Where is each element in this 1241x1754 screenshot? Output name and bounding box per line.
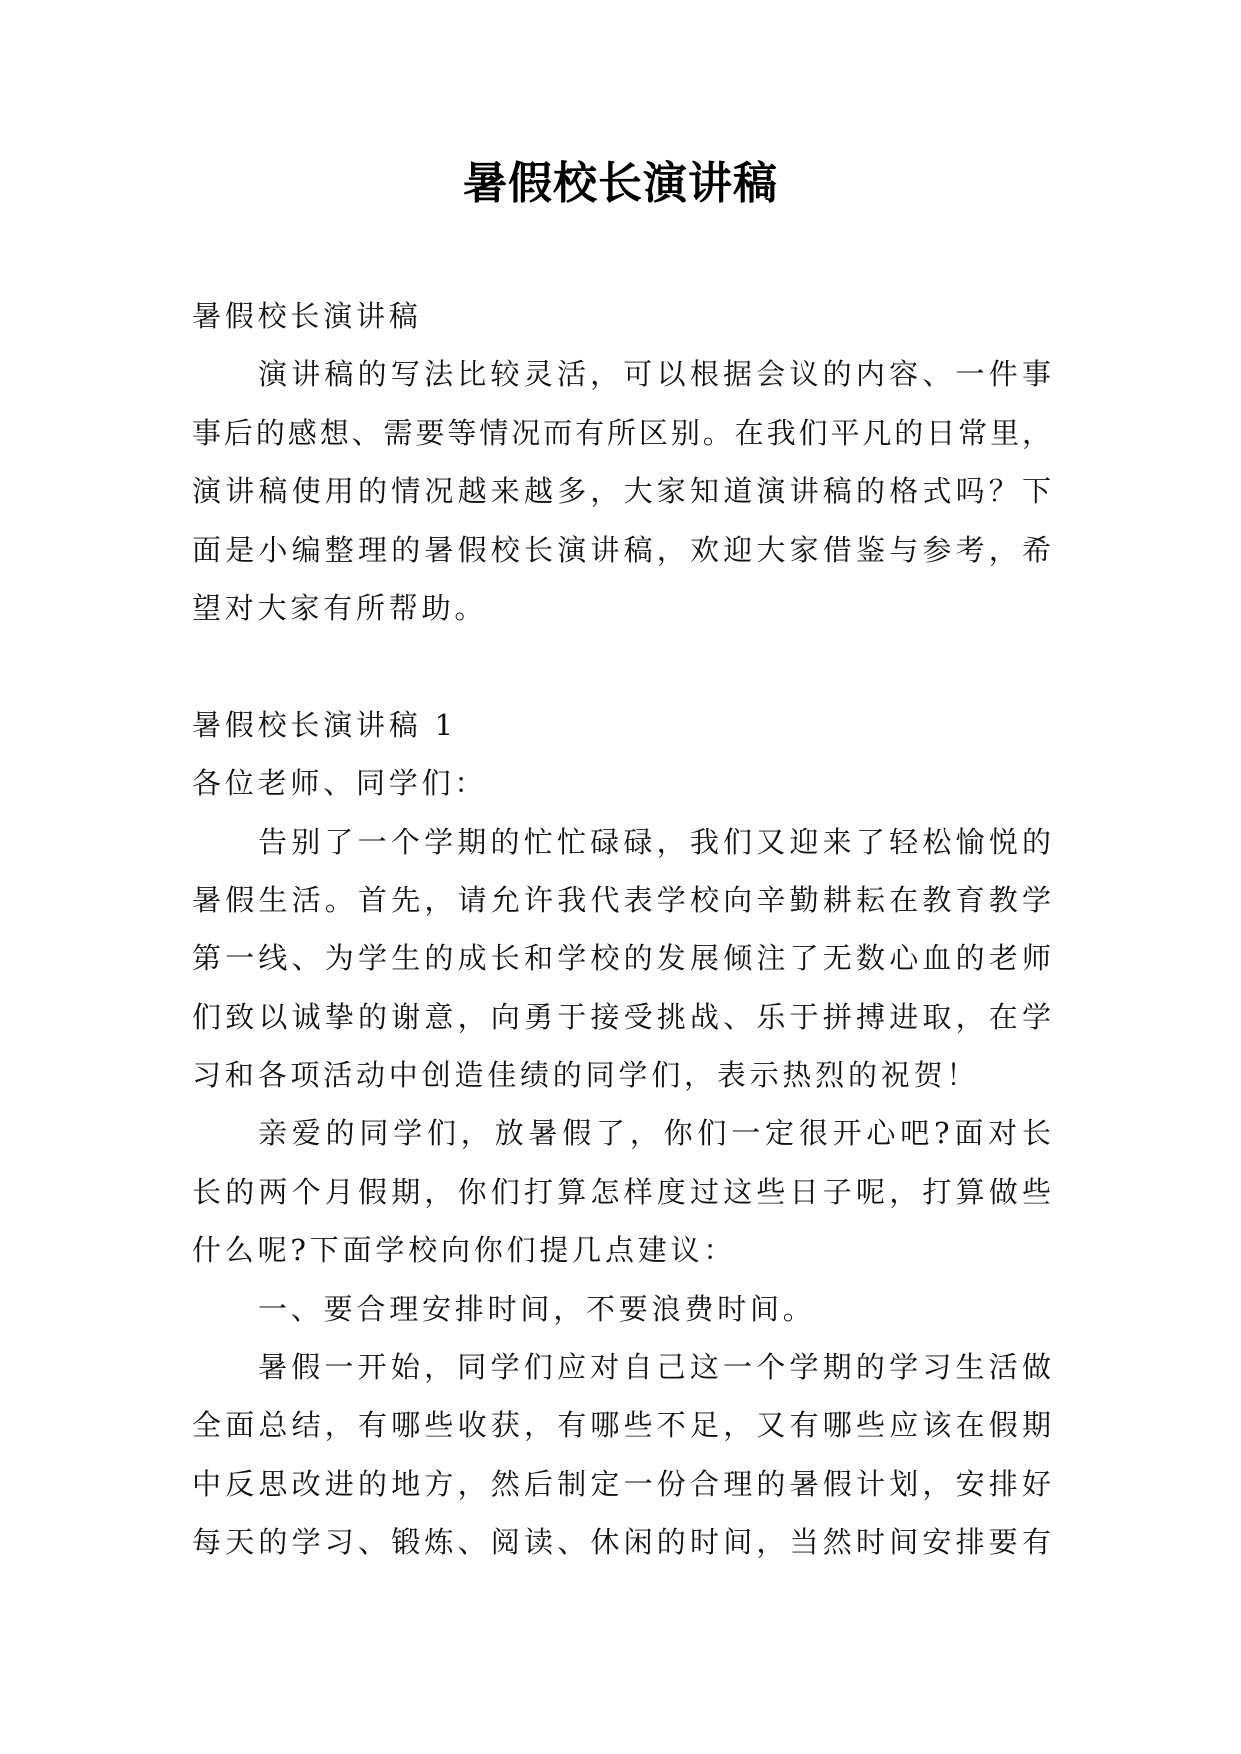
paragraph-line: 亲爱的同学们，放暑假了，你们一定很开心吧?面对长 bbox=[258, 1116, 1051, 1151]
paragraph-line: 暑假生活。首先，请允许我代表学校向辛勤耕耘在教育教学 bbox=[192, 882, 1051, 917]
paragraph-line: 演讲稿的写法比较灵活，可以根据会议的内容、一件事 bbox=[258, 357, 1051, 392]
speech-paragraph bbox=[192, 1104, 1051, 1279]
section-title: 暑假校长演讲稿 bbox=[192, 299, 422, 333]
document-title: 暑假校长演讲稿 bbox=[463, 158, 778, 209]
paragraph-line: 事后的感想、需要等情况而有所区别。在我们平凡的日常里， bbox=[192, 415, 1051, 450]
speech-paragraph bbox=[192, 1338, 1051, 1572]
paragraph-line: 们致以诚挚的谢意，向勇于接受挑战、乐于拼搏进取，在学 bbox=[192, 999, 1051, 1034]
paragraph-line: 每天的学习、锻炼、阅读、休闲的时间，当然时间安排要有 bbox=[192, 1525, 1051, 1560]
paragraph-line: 什么呢?下面学校向你们提几点建议： bbox=[192, 1233, 737, 1268]
speech-paragraph bbox=[192, 813, 1051, 1105]
speech-heading: 暑假校长演讲稿 1 bbox=[192, 707, 457, 742]
paragraph-line: 暑假一开始，同学们应对自己这一个学期的学习生活做 bbox=[258, 1350, 1051, 1385]
paragraph-line: 习和各项活动中创造佳绩的同学们，表示热烈的祝贺！ bbox=[192, 1058, 980, 1093]
paragraph-line: 中反思改进的地方，然后制定一份合理的暑假计划，安排好 bbox=[192, 1466, 1051, 1501]
salutation: 各位老师、同学们： bbox=[192, 766, 488, 801]
intro-paragraph bbox=[192, 345, 1051, 637]
paragraph-line: 告别了一个学期的忙忙碌碌，我们又迎来了轻松愉悦的 bbox=[258, 824, 1051, 859]
paragraph-spacer bbox=[192, 637, 1051, 695]
document-body bbox=[192, 287, 1051, 1572]
paragraph-line: 长的两个月假期，你们打算怎样度过这些日子呢，打算做些 bbox=[192, 1174, 1051, 1209]
speech-paragraph bbox=[192, 1280, 1051, 1338]
paragraph-line: 面是小编整理的暑假校长演讲稿，欢迎大家借鉴与参考，希 bbox=[192, 532, 1051, 567]
paragraph-line: 一、要合理安排时间，不要浪费时间。 bbox=[258, 1291, 816, 1326]
paragraph-line: 望对大家有所帮助。 bbox=[192, 590, 488, 625]
paragraph-line: 全面总结，有哪些收获，有哪些不足，又有哪些应该在假期 bbox=[192, 1408, 1051, 1443]
paragraph-line: 第一线、为学生的成长和学校的发展倾注了无数心血的老师 bbox=[192, 941, 1051, 976]
paragraph-line: 演讲稿使用的情况越来越多，大家知道演讲稿的格式吗？下 bbox=[192, 474, 1051, 509]
